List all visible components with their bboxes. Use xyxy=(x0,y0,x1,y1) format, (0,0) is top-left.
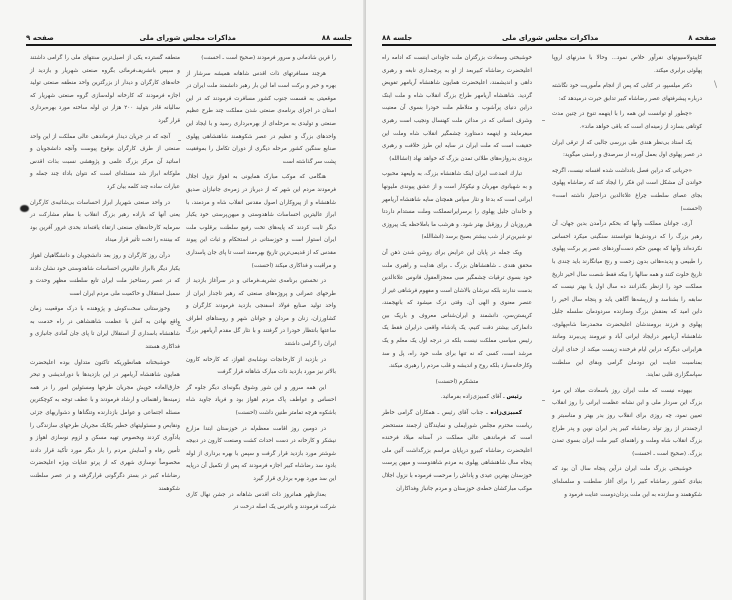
session-number: جلسه ۸۸ xyxy=(382,34,413,42)
page-header xyxy=(382,30,716,42)
paragraph: آنچه که در جریان دیدار فرماندهی عالی مملکت از این واحد صنعتی از طرف کارگران بوقوع پیوست وآنچه دانشجویان و اساتید آن مرکز بزرگ علمی و پژوهشی نسبت بذات اقدس ملوکانه ابراز شد مسئله‌ای است که نتوان باداء چند جمله و عبارات ساده چند کلمه بیان کرد xyxy=(30,133,180,190)
paragraph: تبارك اتمدعت ایران اینک شاهنشاه بزرگ، به ولیعهد محبوب و به شهبانوی مهربان و نیکوکار است و از عشق پیوندی ملیونها ایرانی است که بدعا و نثار سپاس همچنان سایه شاهنشاه آریامهر و خاندان جلیل پهلوی را برسرایرانمملکت وملت مستدام داردتا هرروزیان از روزقبل بهتر شود. و هرشب ما باملاحظه یک پیروزی نو شیرین‌تر از شب بیشتر بصبح برسد (انشاالله) xyxy=(382,171,532,241)
paragraph: در بازدید از کارخانجات نوشابه‌ی اهواز، که کارخانه کارون بالاتر نیز مورد بازدید ذات مبارک شاهانه قرار گرفت xyxy=(186,356,336,376)
speaker-line xyxy=(382,391,532,404)
text-column-left xyxy=(382,52,532,498)
paragraph: درآن روز کارگران و روز بعد دانشجویان و دانشگاهیان اهواز یکبار دیگر باابراز عالیترین احساسات شاهدوستی خود نشان دادند که در عصر رستاخیز ملت ایران تابع سلطنت مظهر وحدت و سمبل استقلال و حاکمیت ملی مردم ایران است xyxy=(30,252,180,297)
paragraph: هنگامی که موکب مبارک همایونی به اهواز نزول اجلال فرمودند مردم این شهر که از دیرباز در زمره‌ی جانبازان صدیق شاهنشاه و از پیروکاران اصول مقدس انقلاب شاه و مردمند، با ابراز عالیترین احساسات شاهدوستی و میهن‌پرستی خود یکبار دیگر ثابت کردند که پایه‌های تخت رفیع سلطنت برقلوب ملت ایران استوار است و خوزستانی در استحکام و ثبات این پیوند مقدس که از قدیمی‌ترین تاریخ بهره‌مند است تا پای جان پاسداری و مراقبت و فداکاری میکند (احسنت) xyxy=(186,174,336,269)
paragraph: کاپیتولاسیونهای نفرآور خلاص نمود... وحالا با مدرنهای اروپا پهلوئی برابری میکند. xyxy=(552,55,702,74)
scan-ink-blot xyxy=(20,205,29,212)
text-column-left xyxy=(30,52,180,498)
paragraph: منطقه گسترده یکی از اصیل‌ترین سنتهای ملی را گرامی داشتند و سپس باتشریف‌فرمائی بگروه صنعتی شهریار و بازدید از خانه‌های کارگران و دیدار از بزرگترین واحد منطقه صنعتی تولید اجازه فرمودند که کارخانه لوله‌سازی گروه صنعتی شهریار که سالیانه قادر بتولید ۲۰۰ هزار تن لوله ساخته مورد بهره‌برداری قرار گیرد xyxy=(30,55,180,124)
text-column-right xyxy=(552,52,702,504)
header-rule xyxy=(26,44,352,46)
speaker-name: رئیس xyxy=(506,394,522,401)
paragraph: وخوزستانی سخت‌کوش و پژوهنده با درک موقعیت زمان واقع نهادن به آتش با عظمت شاهنشاهی در راه خدمت به شاهنشاه باسداری آز استقلال ایران تا پای جان آمادی جانبازی و فداکاری هستند xyxy=(30,306,180,351)
paragraph: این همه سرور و این شور وشوق بگونه‌ای دیگر جلوه گر احساس و عواطف پاک مردم اهواز بود و فریاد جاوید شاه باشکوه هرچه تمامتر طنین داشت (احسنت) xyxy=(186,384,336,417)
page-number: صفحه ۸ xyxy=(688,34,716,42)
paragraph: خوشبختی وسعادت بزرگتران ملت جاودانی اینست که ادامه راه اعلیحضرت رضاشاه کبیربعد از او به پرچمداری نابغه و رهبری داهی و اندیشمند، اعلیحضرت همایون شاهنشاه آریامهر تفویض گردید. شاهنشاه آریامهر طراح بزرگ انقلاب شاه و ملت اینک دراین دنیای پرآشوب و متلاطم ملت خودرا بسوی آن معنیت وشرف انسانی که در مدائن ملت کهنسال ونجیب است رهبری میفرمایند و اینهمه دستاورد چشمگیر انقلاب شاه وملت این حقیقت است که ملت ایران در سایه این طرز خلافت و رهبری بزودی بدروازه‌های طلائی تمدن بزرگ که خواهد نهاد (انشاالله) xyxy=(382,55,532,162)
paragraph: «چطور او توانست این همه را با اینهمه تنوع در چنین مدت کوتاهی بسازد از زمینه‌ای است که باقی خواهد ماند». xyxy=(552,111,702,130)
paragraph: در واحد صنعتی شهریار ابراز احساسات بی‌شائبه‌ی کارگران یعنی آنها که باراده رهبر بزرگ انقلاب با مقام مشارکت در سرمایه کارخانه‌های صنعتی ارتقاء یافته‌اند بحدی غرور آفرین بود که بیننده را تحت تأثیر قرار میداد xyxy=(30,199,180,244)
paragraph: متشکرم (احسنت) xyxy=(435,378,479,385)
running-title: مذاکرات مجلس شورای ملی xyxy=(502,34,599,42)
header-rule xyxy=(382,44,716,46)
session-number: جلسه ۸۸ xyxy=(321,34,352,42)
margin-tick xyxy=(542,120,545,121)
margin-tick xyxy=(542,400,545,401)
page-right xyxy=(366,0,732,600)
paragraph: آری، جوانان مملکت وآنها که بحکم درآمدن بدین جهان، آن رهبر بزرگ را که درودش‌ها نتوانستند سنگینی میکرد احساس نکرده‌اند وآنها که بهمین حکم دست‌آوردهای عصر پر برکت پهلوی را طبیعی و پدیده‌هائی بدون زحمت و رنج میانگارند باید چندی با تاریخ خلوت کنند و همه سالها را بیکه فقط شصت سال اخیر تاریخ مملکت خود را ازنظر بگذرانند ده سال اول یا بهتر نیست که سابقه را بشناسد و ازریشه‌ها آگاهی یابد و پنجاه سال اخیر را داین امید که بعنقش بزرگ وسازنده سردودمان سلسله جلیل پهلوی و فرزند برومندشان اعلیحضرت محمدرضا شاه‌پهلوی، شاهنشاه آریامهر درایجاد ایرانی آباد و نیرومند پی‌ببرند ومانند هرایرانی دیگرکه دراین ایام فرخنده زیست میکند از خدای ایران بمناسبت عنایت این دودمان گرامی وبقای این سلطنت سپاسگزاری قلبی نمایند. xyxy=(552,221,702,379)
paragraph: را قرین شادمانی و سرور فرمودند (صحیح است ـ احسنت) xyxy=(201,55,336,61)
running-title: مذاکرات مجلس شورای ملی xyxy=(139,34,237,42)
paragraph: «جریانی که دراین فصل بادداشت شده افسانه نیست، اگرچه خواندن آن مشکل است این فکر را ایجاد کند که رضاشاه پهلوی بجای عصای سلطنت چراغ علاءالدین دراختیار داشته است» (احسنت) xyxy=(552,167,702,212)
paragraph: بعدازظهر همانروز ذات اقدس شاهانه در جشن نهال کاری شرکت فرمودند و باغرس یک اصله درخت در xyxy=(186,491,336,511)
paragraph: در دومین روز اقامت معظم‌له در خوزستان ابتدا مزارع نیشکر و کارخانه در دست احداث کشت وصنعت کارون در دبیجه شوشتر مورد بازدید قرار گرفت و سپس با بهره برداری از لوله بادود سد رضاشاه کبیر اجازه فرمودند که پس از تکمیل آن درپایه این سد مورد بهره برداری قرار گیرد xyxy=(186,425,336,482)
speaker-line xyxy=(382,407,532,495)
margin-pen-mark: \ xyxy=(714,80,718,90)
paragraph: ویک جمله در پایان این عرایض برای روشن شدن ذهن آن محقق هندی ـ شاهنشاهان بزرگ ـ برای هدایت و راهبری ملت خود بسوی ترقیات چشمگیر مبی معجزالعقول فانوس علاءالدین بدست ندارند بلکه نیرشان بالاشان است و مفهوم فرشاهی غیر از عنصر معنوی و الهی آن. وقتی درک میشود که بانهجمند، کریستن‌سن، دانشمند و ایران‌شناس معروف و باریک بین دانمارکی بیشتر دقت کنیم، یک پادشاه واقعی درایران فقط یک رئیس سیاسی مملکت نیست بلکه در درجه اول یک معلم و یک مرشد است، کسی که نه تنها برای ملت خود راه، پل و سد وکارخانه‌سازد بلکه روح و اندیشه و قلب مردم را رهبری میکند. xyxy=(382,249,532,370)
speech-text: ـ آقای کمبیزی‌زاده بفرمائید. xyxy=(440,394,505,401)
text-column-right xyxy=(186,52,336,517)
paragraph: دکتر میلسپو، در کتابی که پس از انجام مأموریت خود نگاشته درباره پیشرفتهای عصر رضاشاه کبیر تدابق حیرت درمیدهد که: xyxy=(552,83,702,102)
paragraph: در نخستین برنامه‌ی تشریف‌فرمائی و در سرآغاز بازدید از طرحهای عمرانی و پروژه‌های صنعتی که رهبر تاجدار ایران از واحد تولید صنایع فولاد اسفنجی بازدید فرمودند کارگران و کشاورزان، زنان و مردان و جوانان شهر و روستاهای اطراف ساعتها بانتظار خودرا در گرفتند و با نثار گل مقدم آریامهر بزرگ ایران را گرامی داشتند xyxy=(186,278,336,348)
speech-text: ـ جناب آقای رئیس ـ همکاران گرامی خاطر ریاست محترم مجلس شورایملی و نمایندگان ارجمند مستحضر است که فرماندهی عالی مملکت در آستانه میلاد فرخنده اعلیحضرت رضاشاه کبیرو درپایان مراسم بزرگداشت آئین ملی پنجاه سال شاهنشاهی پهلوی به مردم شاهدوست و میهن پرست خوزستان بهترین عیدی و پاداش را مرحمت فرموده با نزول اجلال موکب مبارکشان خطه‌ی خوزستان و مردم جانباز وفداکاران xyxy=(382,410,532,492)
page-number: صفحه ۹ xyxy=(26,34,54,42)
paragraph: بیهوده نیست که ملت ایران روز باسعادت میلاد این مرد بزرگ این سردار ملی و این نشانه عظمت ایرانی را روز انقلاب تعیین نمود، چه روزی برای انقلاب روز بدر بهتر و مناسبتر و ارجمندتر از روز تولد رضاشاه کبیر پدر ایران نوین و پدر طراح بزرگ انقلاب شاه وملت و راهنمای کبیر ملت ایران بسوی تمدن بزرگ. (صحیح است ـ احسنت) xyxy=(552,387,702,457)
paragraph: خوشبختانه همانطوریکه تاکنون متداول بوده اعلیحضرت همایون شاهنشاه آریامهر در این بازدیدها با دوراندیشی و تبحر خارق‌العاده خویش مجریان طرحها ومسئولین امور را در همه زمینه‌ها راهنمائی و ارشاد فرمودند و با عطف توجه به کوچکترین مسئله اجتماعی و عوامل بازدارنده وتنگناها و دشواریهای جزئی ونقایص و مسئولیتهای خطیر یکایک مجریان طرحهای سازندگی را یادآوری کردند وبخصوص تهیه مسکن و لزوم نوسازی اهواز و تأمین رفاه و آسایش مردم را بار دیگر مورد تأکید قرار دادند مخصوصاً نوسازی شهری که از پرتو عنایات ویژه اعلیحضرت رضاشاه کبیر در بستر دگرگونی قرارگرفته و در عصر سلطنت شکوهمند xyxy=(30,359,180,492)
paragraph: خوشبختی بزرگ ملت ایران درآین پنجاه سال آن بود که بنیادی کشور رضاشاه کبیر را برای آغاز سلطنت و سلسله‌ای شکوهمند و سازنده به این ملت یزدان‌دوست عنایت فرمود و xyxy=(552,466,702,498)
paragraph: یک استاد بی‌نظر هندی طی بررسی جالبی که از ترقی ایران در عصر پهلوی اول بعمل آورده از سرصدق و راستی میگوید: xyxy=(552,139,702,159)
margin-tick xyxy=(178,325,181,326)
paragraph: هرچند مسافرتهای ذات اقدس شاهانه همیشه سرشار از بهره و خیر و برکت است اما این بار رهبر دانشمند ملت ایران در موقعیتی به قسمت جنوب کشور مسافرت فرمودند که در این استان در اجرای برنامه‌ی صنعتی شدن مملکت چند طرح عظیم صنعتی و تولیدی به مرحله‌ای از بهره‌برداری رسید و با ایجاد این واحدهای بزرگ و عظیم در عصر شکوهمند شاهنشاهی پهلوی صنایع سنگین کشور مرحله دیگری از دوران تکامل را بموفقیت پشت سر گذاشته است xyxy=(186,70,336,165)
speaker-name: کمبیزی‌زاده xyxy=(490,410,522,417)
page-header xyxy=(26,30,352,42)
margin-tick xyxy=(178,140,181,141)
